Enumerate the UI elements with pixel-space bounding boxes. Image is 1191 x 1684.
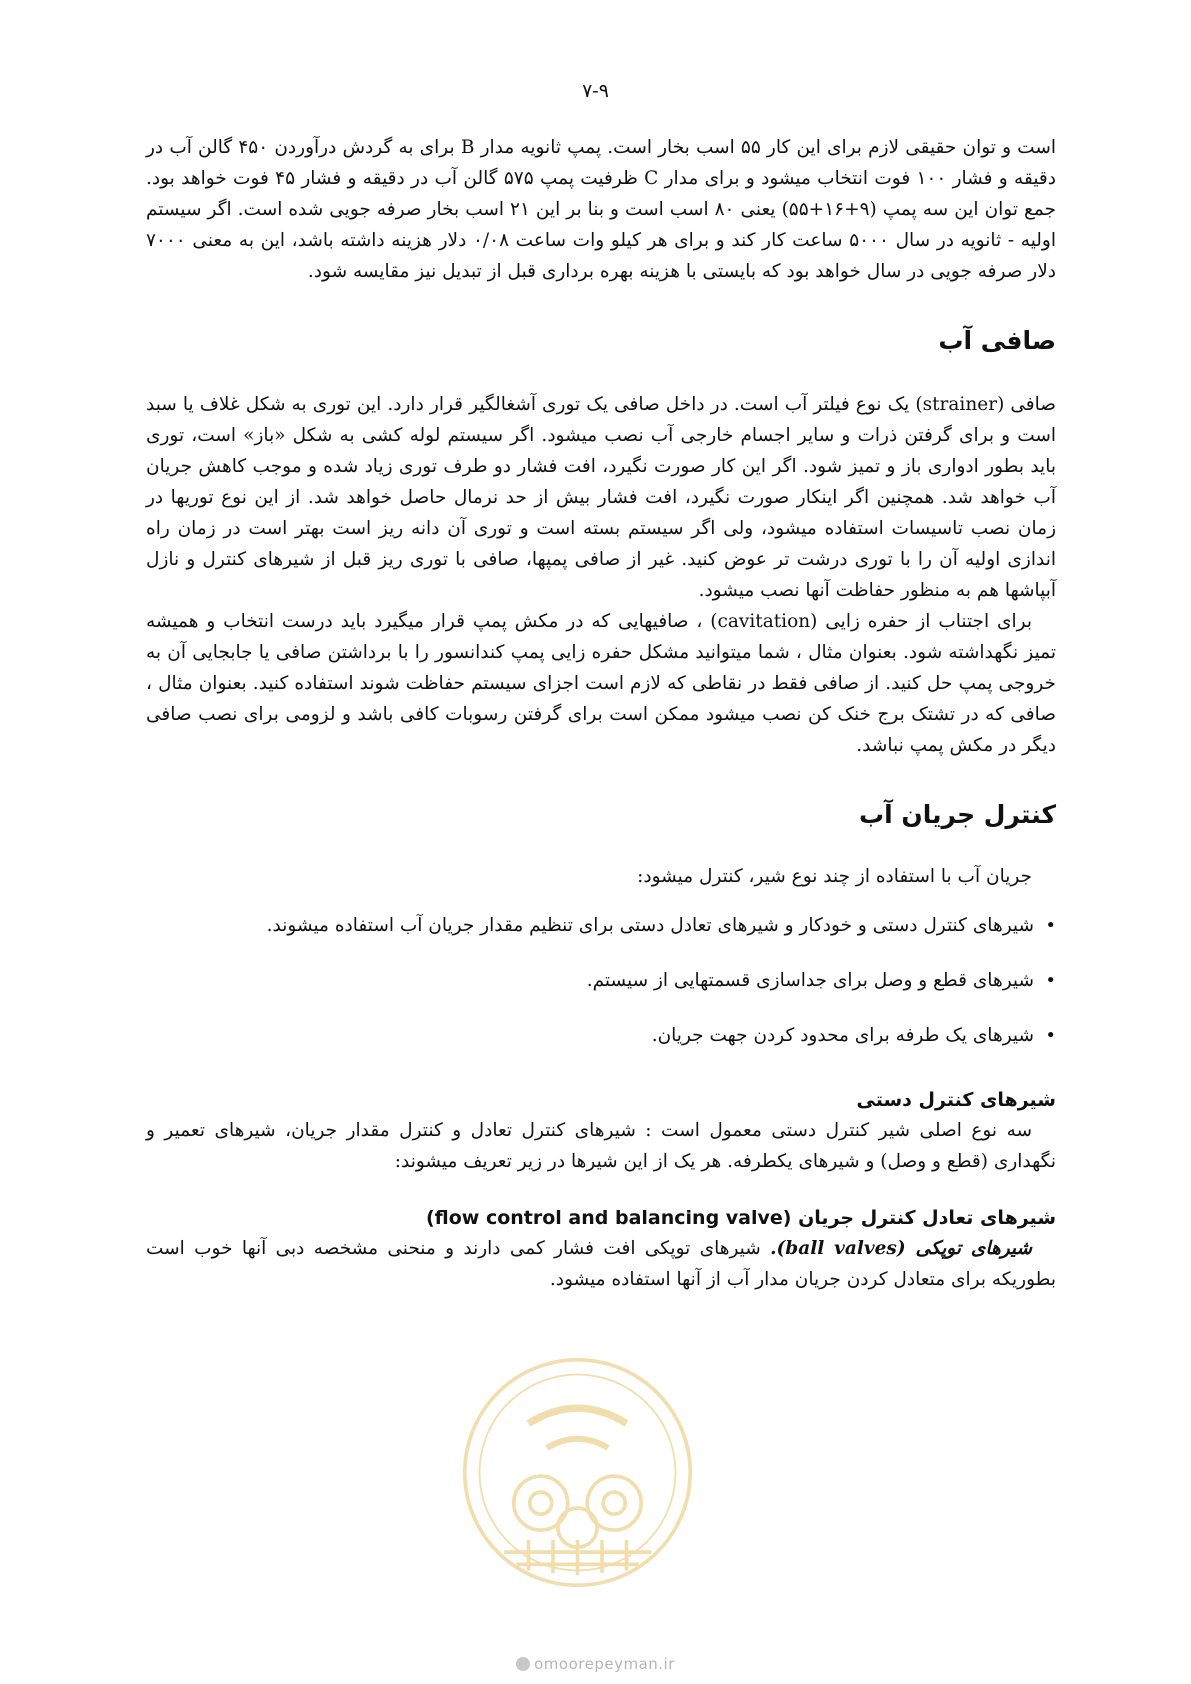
list-item-text: شیرهای کنترل دستی و خودکار و شیرهای تعادل دستی برای تنظیم مقدار جریان آب استفاده میشوند. [266, 915, 1034, 936]
flow-control-intro: جریان آب با استفاده از چند نوع شیر، کنترل میشود: [637, 866, 1032, 887]
bullet-icon: • [1045, 970, 1056, 991]
intro-paragraph: است و توان حقیقی لازم برای این کار ۵۵ اسب بخار است. پمپ ثانویه مدار B برای به گردش درآوردن ۴۵۰ گالن آب در دقیقه و فشار ۱۰۰ فوت انتخاب میشود و برای مدار C ظرفیت پمپ ۵۷۵ گالن آب در دقیقه و فشار ۴۵ فوت خواهد بود. جمع توان این سه پمپ (۹+۱۶+۵۵) یعنی ۸۰ اسب است و بنا بر این ۲۱ اسب بخار صرفه جویی شده است. اگر سیستم اولیه - ثانویه در سال ۵۰۰۰ ساعت کار کند و برای هر کیلو وات ساعت ۰/۰۸ دلار هزینه داشته باشد، این به معنی ۷۰۰۰ دلار صرفه جویی در سال خواهد بود که بایستی با هزینه بهره برداری قبل از تبدیل نیز مقایسه شود. [146, 137, 1056, 282]
watermark-logo-icon [455, 1350, 700, 1595]
strainer-paragraph-1: صافی (strainer) یک نوع فیلتر آب است. در داخل صافی یک توری آشغالگیر قرار دارد. این توری به شکل غلاف یا سبد است و برای گرفتن ذرات و سایر اجسام خارجی آب نصب میشود. اگر سیستم لوله کشی به شکل «باز» است، توری باید بطور ادواری باز و تمیز شود. اگر این کار صورت نگیرد، افت فشار دو طرف توری زیاد شده و موجب کاهش جریان آب خواهد شد. همچنین اگر اینکار صورت نگیرد، افت فشار بیش از حد نرمال حاصل خواهد شد. از این نوع توریها در زمان نصب تاسیسات استفاده میشود، ولی اگر سیستم بسته است و توری آن دانه ریز است بهتر است در زمان راه اندازی اولیه آن را با توری درشت تر عوض کنید. غیر از صافی پمپها، صافی با توری ریز قبل از شیرهای کنترل و نازل آبپاشها هم به منظور حفاظت آنها نصب میشود. [146, 394, 1056, 601]
heading-flow-control: کنترل جریان آب [859, 800, 1056, 829]
site-logo-icon [516, 1657, 530, 1671]
strainer-paragraph-2: برای اجتناب از حفره زایی (cavitation) ، صافیهایی که در مکش پمپ قرار میگیرد باید درست انتخاب و همیشه تمیز نگهداشته شود. بعنوان مثال ، شما میتوانید مشکل حفره زایی پمپ کندانسور را با برداشتن صافی یا جابجایی آن به خروجی پمپ حل کنید. از صافی فقط در نقاطی که لازم است اجزای سیستم حفاظت شوند استفاده کنید. بعنوان مثال ، صافی که در تشتک برج خنک کن نصب میشود ممکن است برای گرفتن رسوبات کافی باشد و لزومی برای نصب صافی دیگر در مکش پمپ نباشد. [146, 611, 1056, 756]
bullet-icon: • [1045, 915, 1056, 936]
watermark-logo-group [465, 1360, 690, 1585]
balancing-paragraph [146, 1233, 1056, 1295]
list-item [146, 1020, 1056, 1051]
list-item-text: شیرهای یک طرفه برای محدود کردن جهت جریان. [651, 1025, 1034, 1046]
footer-site-link[interactable] [0, 1655, 1191, 1673]
heading-manual-valves: شیرهای کنترل دستی [856, 1089, 1056, 1111]
page-number: ۷-۹ [582, 80, 609, 102]
heading-strainer: صافی آب [938, 326, 1056, 355]
manual-valves-paragraph: سه نوع اصلی شیر کنترل دستی معمول است : شیرهای کنترل تعادل و کنترل مقدار جریان، شیرهای تعمیر و نگهداری (قطع و وصل) و شیرهای یکطرفه. هر یک از این شیرها در زیر تعریف میشوند: [146, 1120, 1056, 1172]
ball-valves-lead: شیرهای توپکی (ball valves). [770, 1238, 1033, 1259]
list-item [146, 910, 1056, 941]
page-content [146, 132, 1056, 1295]
bullet-icon: • [1045, 1025, 1056, 1046]
list-item-text: شیرهای قطع و وصل برای جداسازی قسمتهایی از سیستم. [586, 970, 1034, 991]
list-item [146, 965, 1056, 996]
footer-site-text: omoorepeyman.ir [534, 1655, 675, 1673]
flow-control-bullet-list [146, 910, 1056, 1051]
heading-balancing-valves: شیرهای تعادل کنترل جریان (flow control and balancing valve) [425, 1207, 1056, 1229]
balancing-text: شیرهای توپکی افت فشار کمی دارند و منحنی مشخصه دبی آنها خوب است بطوریکه برای متعادل کردن جریان مدار آب از آنها استفاده میشود. [146, 1238, 1056, 1290]
